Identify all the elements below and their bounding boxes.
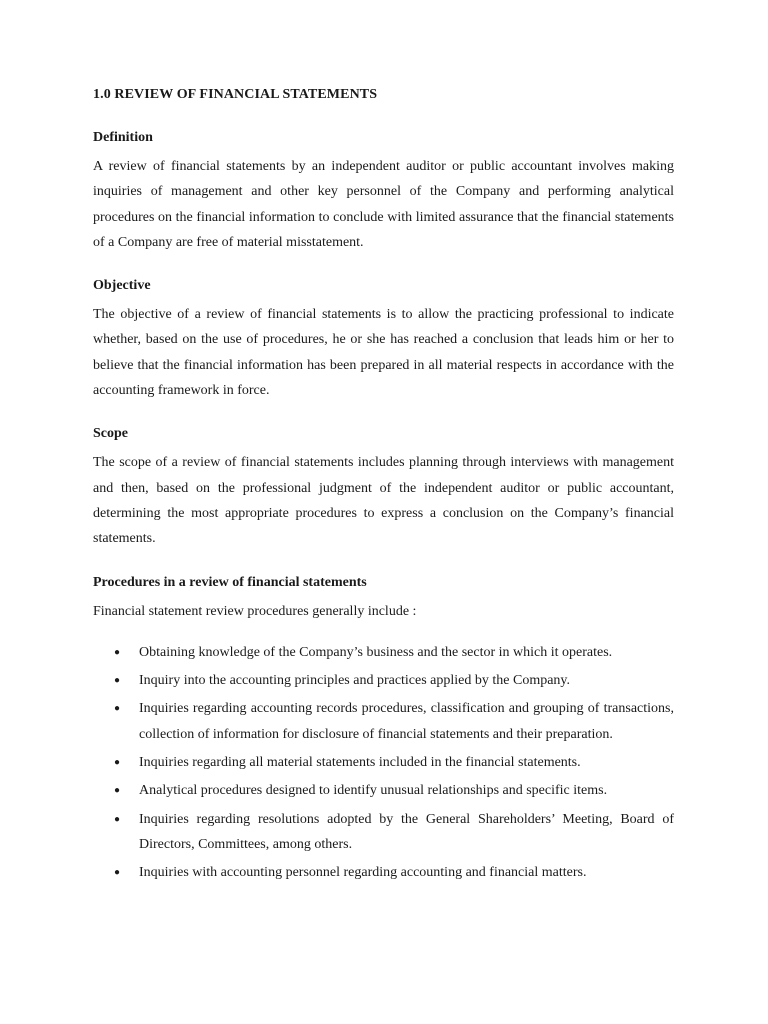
- section-paragraph: The scope of a review of financial statements includes planning through interviews with management and then, based on the professional judgment of the independent auditor or public accountant, determining the most appropriate procedures to express a conclusion on the Company’s financial statements.: [93, 455, 674, 547]
- section-objective: [93, 278, 674, 403]
- section-heading: Objective: [93, 278, 151, 294]
- list-item: [93, 696, 674, 747]
- bullet-icon: ●: [114, 867, 121, 879]
- section-paragraph: The objective of a review of financial statements is to allow the practicing professional to indicate whether, based on the use of procedures, he or she has reached a conclusion that leads him or her to believe that the financial information has been prepared in all material respects in accordance with the accounting framework in force.: [93, 307, 674, 399]
- bullet-icon: ●: [114, 757, 121, 769]
- section-heading: Procedures in a review of financial statements: [93, 574, 367, 590]
- list-item-text: Inquiries regarding all material statements included in the financial statements.: [139, 755, 581, 771]
- list-item: [93, 778, 674, 803]
- section-scope: [93, 426, 674, 551]
- bullet-icon: ●: [114, 675, 121, 687]
- section-heading: Definition: [93, 130, 153, 145]
- bullet-icon: ●: [114, 785, 121, 797]
- list-item: [93, 640, 674, 665]
- list-item-text: Obtaining knowledge of the Company’s business and the sector in which it operates.: [139, 644, 613, 660]
- section-procedures: [93, 575, 674, 886]
- bullet-icon: ●: [114, 703, 121, 715]
- list-item: [93, 750, 674, 775]
- list-item-text: Inquiries regarding accounting records procedures, classification and grouping of transactions, collection of information for disclosure of financial statements and their preparation.: [139, 701, 674, 742]
- list-item-text: Analytical procedures designed to identify unusual relationships and specific items.: [139, 783, 608, 799]
- document-title: 1.0 REVIEW OF FINANCIAL STATEMENTS: [93, 87, 378, 102]
- section-definition: [93, 130, 674, 255]
- list-item-text: Inquiries with accounting personnel regarding accounting and financial matters.: [139, 865, 587, 881]
- section-heading: Scope: [93, 426, 128, 442]
- procedures-list: [93, 640, 674, 886]
- bullet-icon: ●: [114, 646, 121, 658]
- list-item: [93, 668, 674, 693]
- procedures-intro: Financial statement review procedures generally include :: [93, 603, 417, 619]
- bullet-icon: ●: [114, 813, 121, 825]
- section-paragraph: A review of financial statements by an independent auditor or public accountant involves making inquiries of management and other key personnel of the Company and performing analytical procedures on the financial information to conclude with limited assurance that the financial statements of a Company are free of material misstatement.: [93, 159, 674, 250]
- list-item-text: Inquiry into the accounting principles and practices applied by the Company.: [139, 673, 571, 689]
- list-item: [93, 807, 674, 858]
- list-item-text: Inquiries regarding resolutions adopted by the General Shareholders’ Meeting, Board of Directors, Committees, among others.: [139, 811, 674, 852]
- list-item: [93, 860, 674, 885]
